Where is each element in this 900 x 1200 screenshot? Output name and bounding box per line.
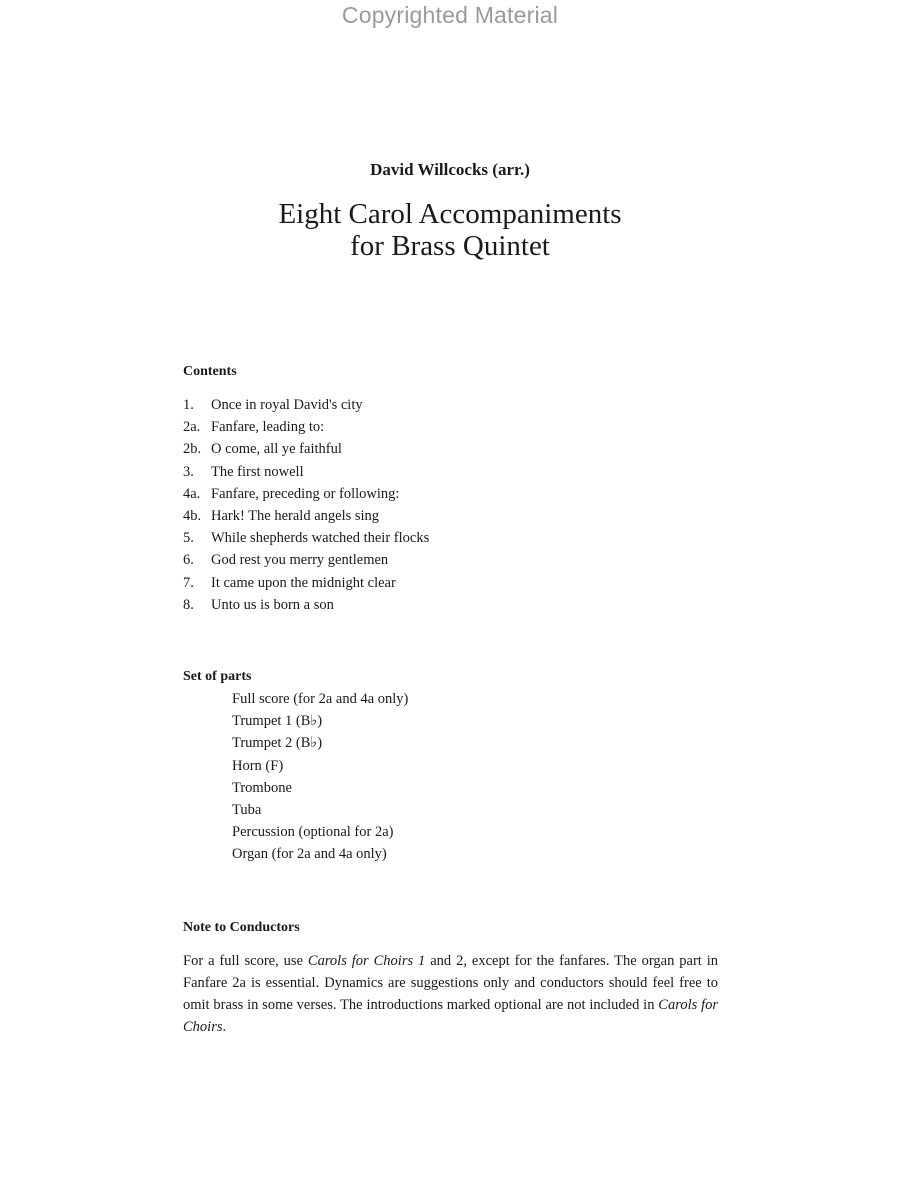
parts-item: Trumpet 2 (B♭) (232, 735, 323, 752)
contents-item (183, 527, 429, 549)
contents-item (183, 416, 429, 438)
note-book-title: Carols for Choirs (183, 997, 719, 1035)
contents-item (183, 438, 429, 460)
contents-item-title: Fanfare, leading to: (211, 419, 325, 436)
contents-item-title: Fanfare, preceding or following: (211, 485, 400, 502)
contents-item (183, 572, 429, 594)
contents-heading: Contents (183, 364, 237, 379)
note-heading: Note to Conductors (183, 920, 300, 935)
contents-item-title: The first nowell (211, 463, 304, 480)
contents-item-number: 7. (183, 574, 194, 591)
parts-item: Percussion (optional for 2a) (232, 824, 394, 841)
contents-item-title: While shepherds watched their flocks (211, 530, 430, 547)
parts-heading: Set of parts (183, 669, 252, 684)
contents-item-number: 5. (183, 530, 194, 547)
contents-item-title: O come, all ye faithful (211, 441, 342, 458)
note-text-part: and 2, except for the fanfares. The organ part in Fanfare 2a is essential. Dynamics are suggestions only and conductors should feel free to omit brass in some verses. The introductions marked optional are not included in (183, 953, 719, 1013)
arranger-credit: David Willcocks (arr.) (370, 160, 530, 179)
parts-item: Tuba (232, 802, 262, 819)
parts-item: Full score (for 2a and 4a only) (232, 691, 409, 707)
parts-item: Horn (F) (232, 757, 284, 774)
contents-item-number: 8. (183, 596, 194, 613)
contents-item (183, 461, 429, 483)
parts-item: Organ (for 2a and 4a only) (232, 846, 387, 863)
note-paragraph (183, 950, 718, 1038)
contents-list (183, 394, 429, 616)
parts-item: Trumpet 1 (B♭) (232, 713, 323, 730)
contents-item-title: Hark! The herald angels sing (211, 508, 380, 525)
contents-item (183, 594, 429, 616)
contents-item (183, 505, 429, 527)
parts-item: Trombone (232, 779, 292, 796)
contents-item-number: 4a. (183, 485, 201, 502)
contents-item-number: 3. (183, 463, 194, 480)
contents-item-number: 4b. (183, 508, 202, 525)
title-line-1: Eight Carol Accompaniments (278, 198, 622, 230)
note-text-part: . (222, 1019, 227, 1035)
contents-item-number: 2a. (183, 419, 201, 436)
contents-item-number: 1. (183, 397, 194, 413)
contents-item-number: 2b. (183, 441, 202, 458)
contents-item (183, 394, 429, 416)
title-line-2: for Brass Quintet (350, 230, 550, 262)
contents-item-number: 6. (183, 552, 194, 569)
page-title (0, 198, 900, 262)
contents-item (183, 483, 429, 505)
contents-item-title: God rest you merry gentlemen (211, 552, 389, 569)
contents-item (183, 549, 429, 571)
contents-item-title: It came upon the midnight clear (211, 574, 396, 591)
note-book-title: Carols for Choirs 1 (307, 953, 426, 969)
contents-item-title: Once in royal David's city (211, 397, 363, 413)
copyright-watermark: Copyrighted Material (341, 2, 559, 28)
contents-item-title: Unto us is born a son (211, 596, 334, 613)
note-text-part: For a full score, use (183, 953, 308, 969)
parts-list (232, 688, 408, 866)
